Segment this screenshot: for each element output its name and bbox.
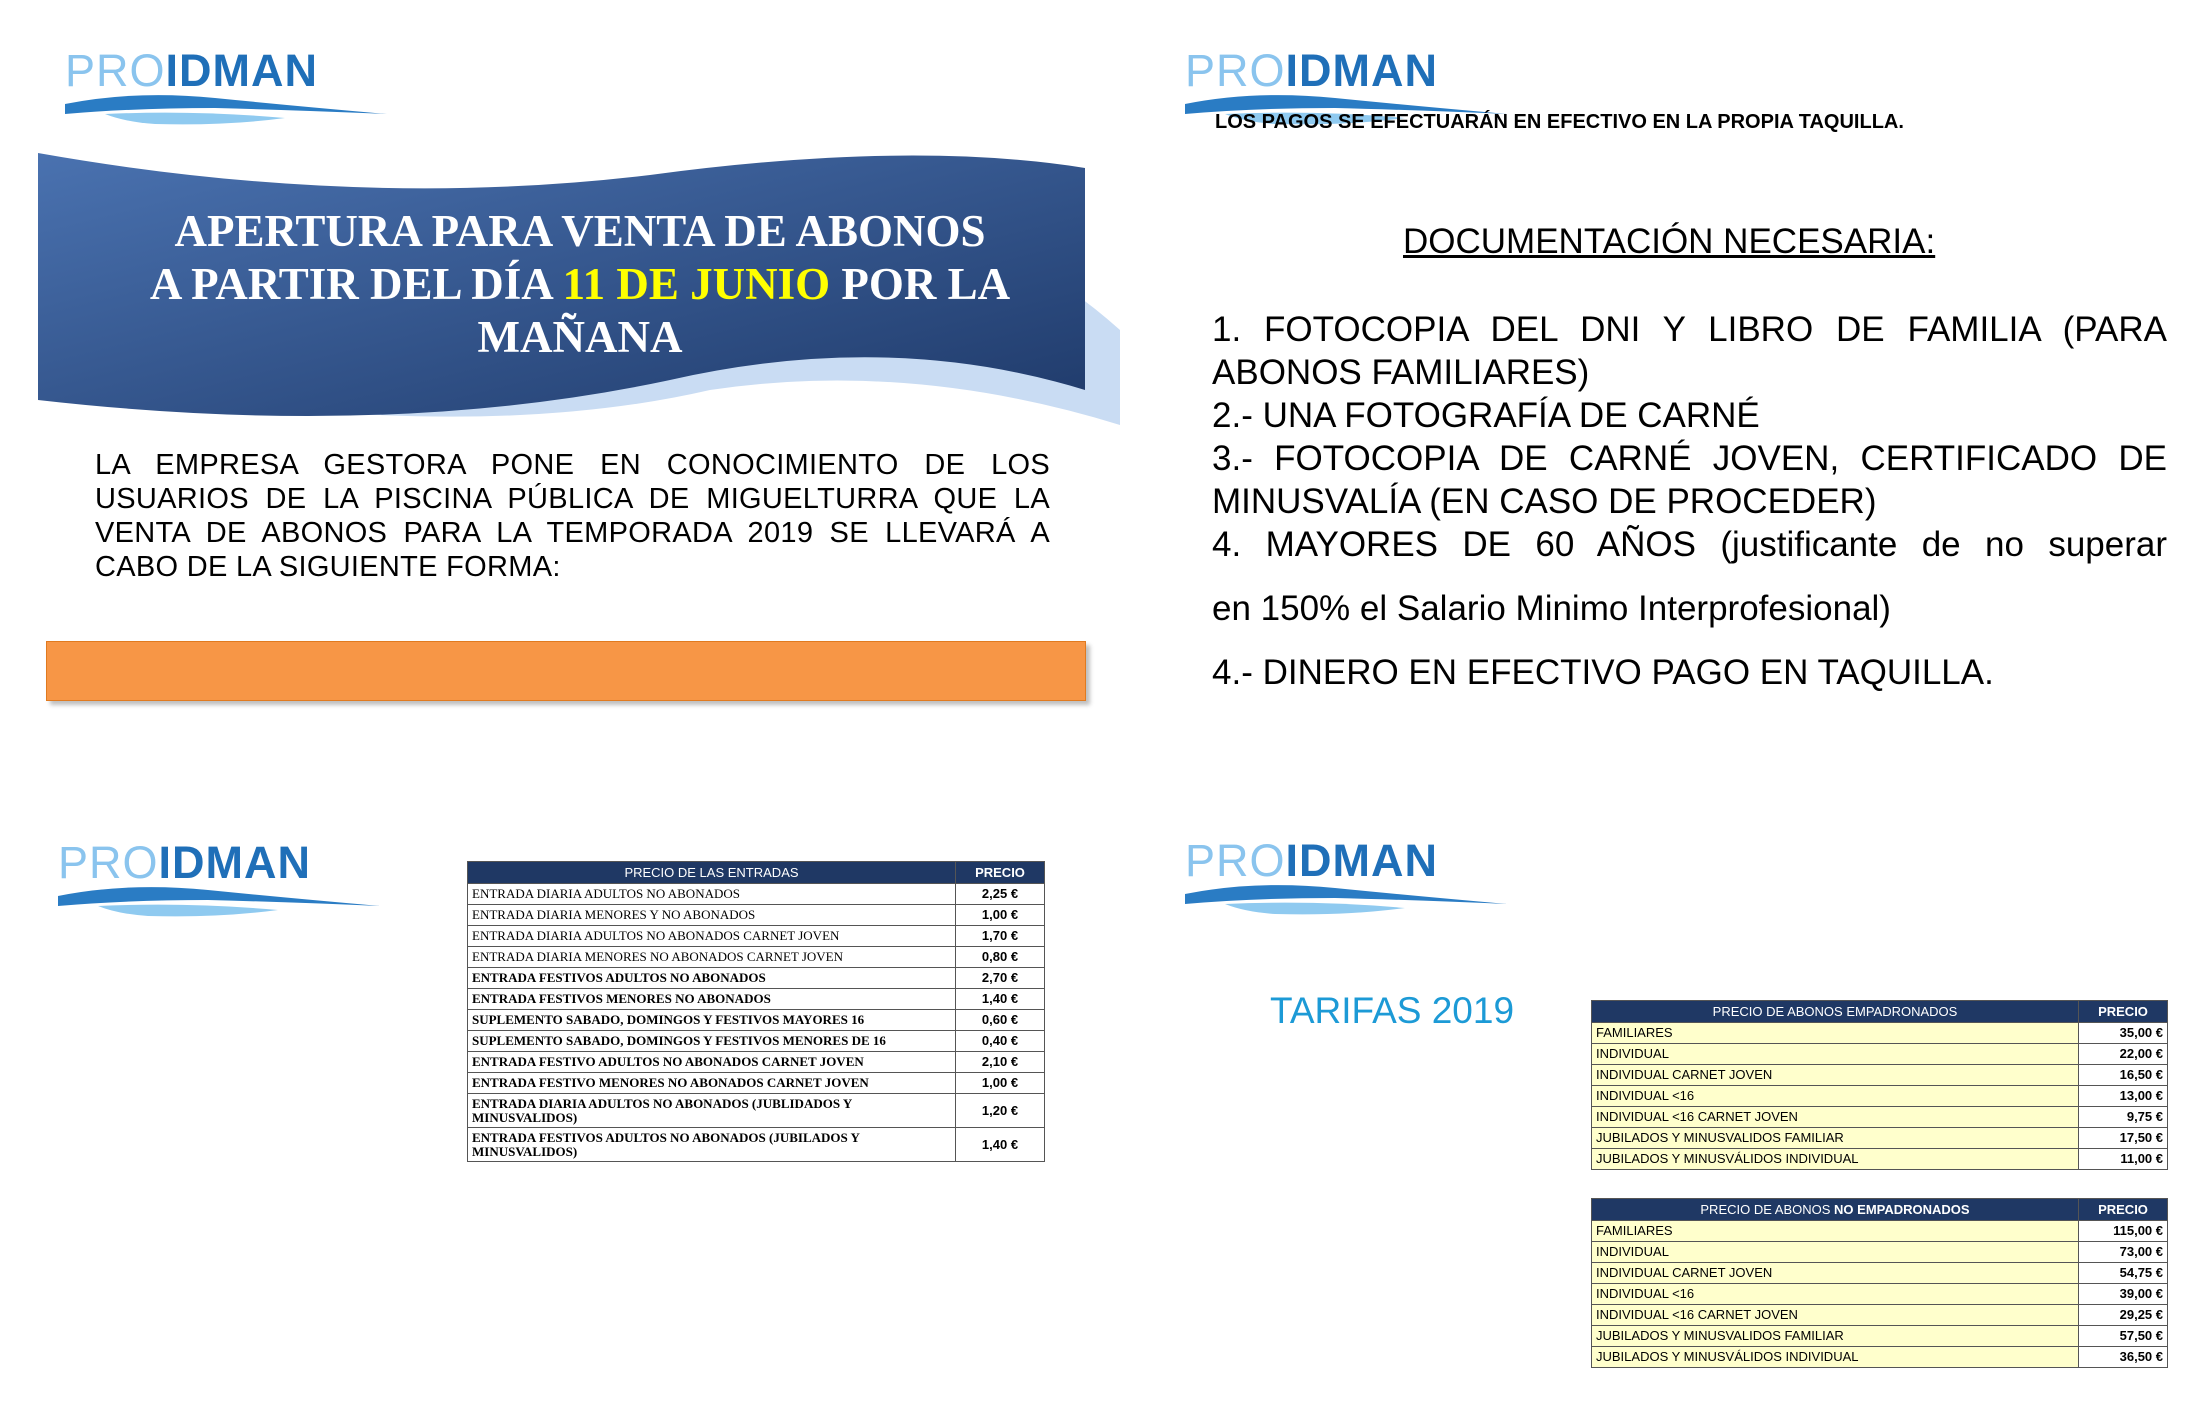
table-header: PRECIO: [956, 862, 1045, 884]
table-row: JUBILADOS Y MINUSVALIDOS FAMILIAR 57,50 €: [1592, 1326, 2168, 1347]
table-row: ENTRADA FESTIVO MENORES NO ABONADOS CARNET JOVEN 1,00 €: [468, 1073, 1045, 1094]
table-row: ENTRADA DIARIA MENORES Y NO ABONADOS 1,00 €: [468, 905, 1045, 926]
orange-bar: [46, 641, 1086, 701]
entries-price-table: [467, 861, 1045, 1162]
table-row: INDIVIDUAL 22,00 €: [1592, 1044, 2168, 1065]
table-header: PRECIO: [2079, 1001, 2168, 1023]
doc-item: 4.- DINERO EN EFECTIVO PAGO EN TAQUILLA.: [1212, 653, 1994, 692]
doc-item: 4. MAYORES DE 60 AÑOS (justificante de no superar: [1212, 525, 2167, 564]
table-row: ENTRADA FESTIVOS ADULTOS NO ABONADOS 2,70 €: [468, 968, 1045, 989]
table-row: ENTRADA DIARIA ADULTOS NO ABONADOS CARNET JOVEN 1,70 €: [468, 926, 1045, 947]
table-header: PRECIO DE ABONOS NO EMPADRONADOS: [1592, 1199, 2079, 1221]
empadronados-table: [1591, 1000, 2168, 1170]
table-row: ENTRADA FESTIVOS ADULTOS NO ABONADOS (JUBILADOS Y MINUSVALIDOS) 1,40 €: [468, 1128, 1045, 1162]
tarifas-title: TARIFAS 2019: [1270, 990, 1515, 1031]
table-header: PRECIO DE LAS ENTRADAS: [468, 862, 956, 884]
table-row: INDIVIDUAL CARNET JOVEN 16,50 €: [1592, 1065, 2168, 1086]
intro-paragraph: LA EMPRESA GESTORA PONE EN CONOCIMIENTO DE LOS USUARIOS DE LA PISCINA PÚBLICA DE MIGUELTURRA QUE LA VENTA DE ABONOS PARA LA TEMPORADA 2019 SE LLEVARÁ A CABO DE LA SIGUIENTE FORMA:: [95, 449, 1050, 583]
doc-item: 1. FOTOCOPIA DEL DNI Y LIBRO DE FAMILIA (PARA ABONOS FAMILIARES): [1212, 310, 2167, 392]
proidman-logo: PROIDMAN: [1185, 48, 1545, 148]
table-row: JUBILADOS Y MINUSVÁLIDOS INDIVIDUAL 11,00 €: [1592, 1149, 2168, 1170]
doc-item: en 150% el Salario Minimo Interprofesional): [1212, 589, 1891, 628]
payments-note: LOS PAGOS SE EFECTUARÁN EN EFECTIVO EN LA PROPIA TAQUILLA.: [1215, 111, 1904, 133]
table-row: FAMILIARES 35,00 €: [1592, 1023, 2168, 1044]
table-row: INDIVIDUAL 73,00 €: [1592, 1242, 2168, 1263]
table-header: PRECIO DE ABONOS EMPADRONADOS: [1592, 1001, 2079, 1023]
table-row: ENTRADA FESTIVO ADULTOS NO ABONADOS CARNET JOVEN 2,10 €: [468, 1052, 1045, 1073]
table-row: FAMILIARES 115,00 €: [1592, 1221, 2168, 1242]
documentation-list: [1212, 308, 2167, 694]
table-row: ENTRADA DIARIA ADULTOS NO ABONADOS 2,25 €: [468, 884, 1045, 905]
table-row: ENTRADA DIARIA MENORES NO ABONADOS CARNET JOVEN 0,80 €: [468, 947, 1045, 968]
no-empadronados-table: [1591, 1198, 2168, 1368]
table-row: JUBILADOS Y MINUSVALIDOS FAMILIAR 17,50 €: [1592, 1128, 2168, 1149]
doc-item: 2.- UNA FOTOGRAFÍA DE CARNÉ: [1212, 396, 1760, 435]
table-row: INDIVIDUAL <16 CARNET JOVEN 29,25 €: [1592, 1305, 2168, 1326]
banner-title: APERTURA PARA VENTA DE ABONOS A PARTIR DEL DÍA 11 DE JUNIO POR LA MAÑANA: [149, 206, 1011, 362]
table-row: INDIVIDUAL <16 CARNET JOVEN 9,75 €: [1592, 1107, 2168, 1128]
table-header: PRECIO: [2079, 1199, 2168, 1221]
proidman-logo: PROIDMAN: [65, 48, 425, 148]
proidman-logo: PROIDMAN: [1185, 838, 1545, 938]
table-row: INDIVIDUAL CARNET JOVEN 54,75 €: [1592, 1263, 2168, 1284]
table-row: ENTRADA DIARIA ADULTOS NO ABONADOS (JUBLIDADOS Y MINUSVALIDOS) 1,20 €: [468, 1094, 1045, 1128]
table-row: ENTRADA FESTIVOS MENORES NO ABONADOS 1,40 €: [468, 989, 1045, 1010]
table-row: INDIVIDUAL <16 39,00 €: [1592, 1284, 2168, 1305]
table-row: JUBILADOS Y MINUSVÁLIDOS INDIVIDUAL 36,50 €: [1592, 1347, 2168, 1368]
table-row: SUPLEMENTO SABADO, DOMINGOS Y FESTIVOS MAYORES 16 0,60 €: [468, 1010, 1045, 1031]
proidman-logo: PROIDMAN: [58, 840, 418, 940]
table-row: SUPLEMENTO SABADO, DOMINGOS Y FESTIVOS MENORES DE 16 0,40 €: [468, 1031, 1045, 1052]
documentation-heading: DOCUMENTACIÓN NECESARIA:: [1403, 222, 1936, 261]
table-row: INDIVIDUAL <16 13,00 €: [1592, 1086, 2168, 1107]
doc-item: 3.- FOTOCOPIA DE CARNÉ JOVEN, CERTIFICADO DE MINUSVALÍA (EN CASO DE PROCEDER): [1212, 439, 2167, 521]
